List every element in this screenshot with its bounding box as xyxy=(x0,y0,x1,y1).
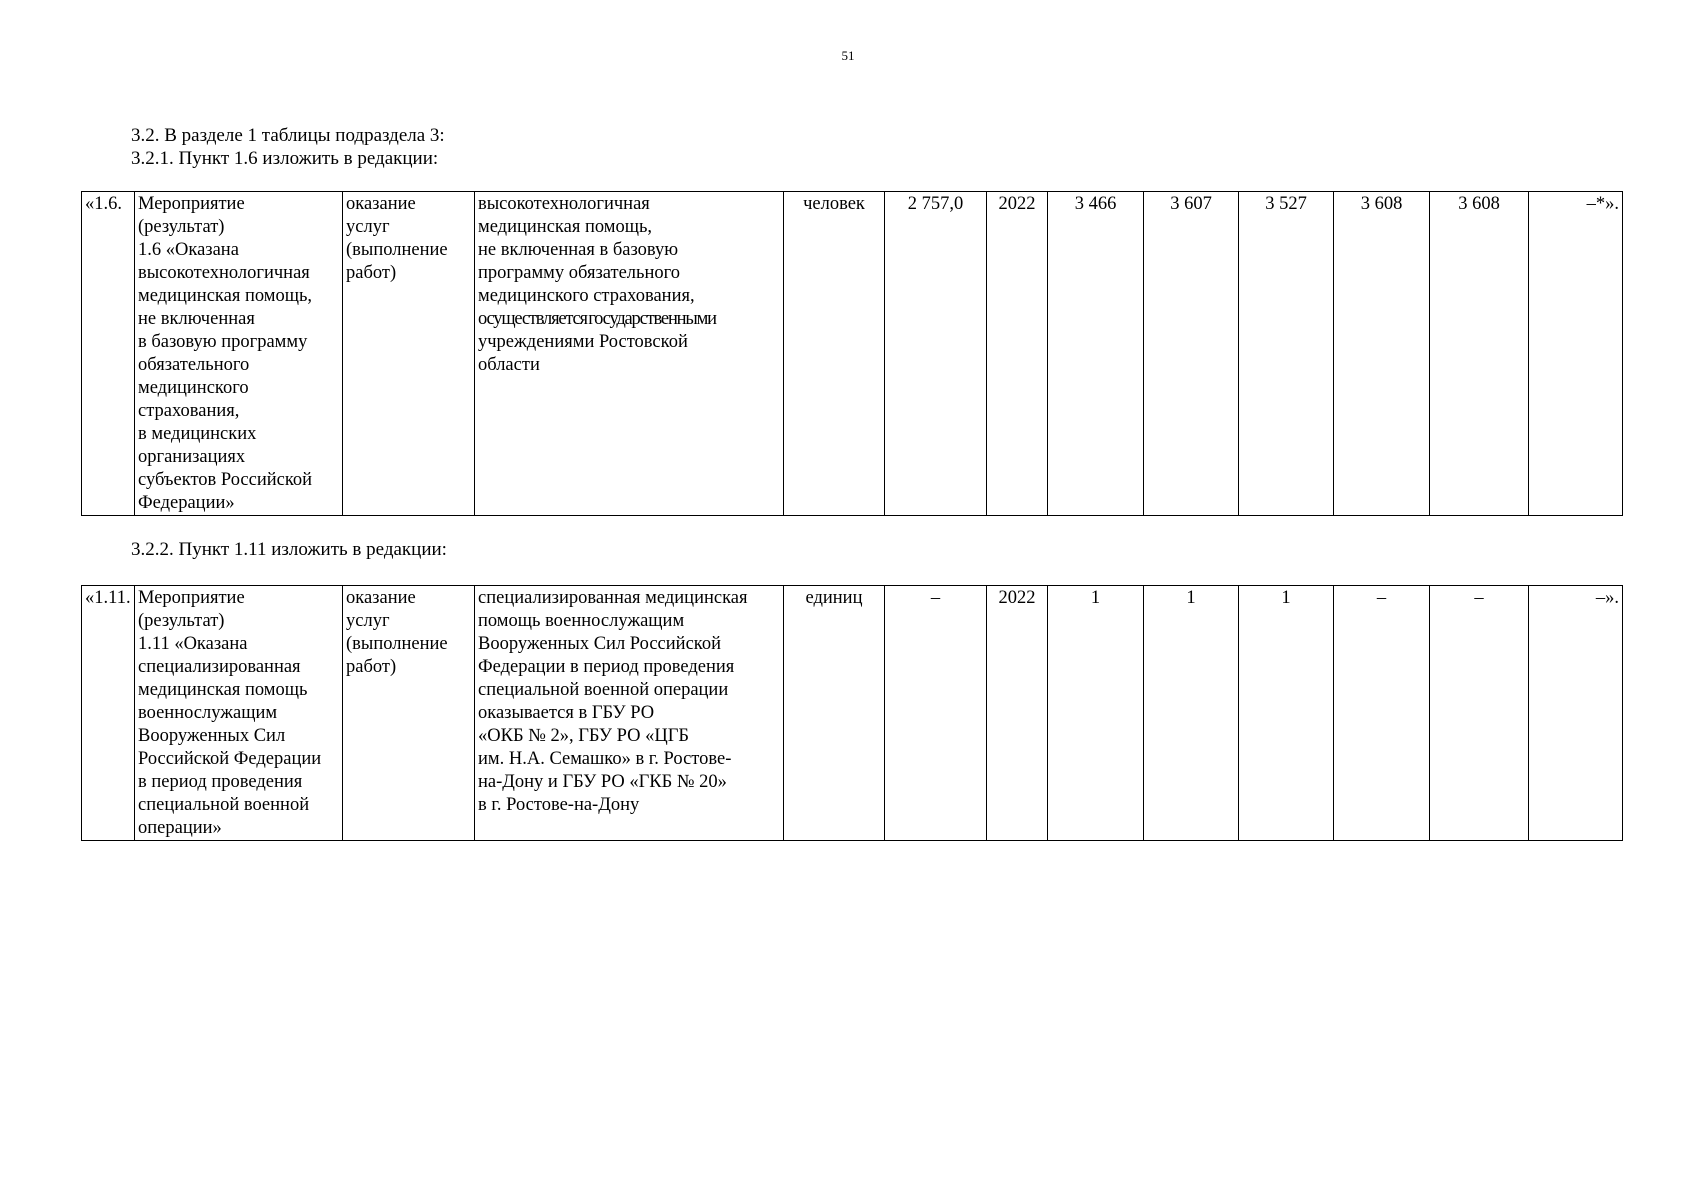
unit-of-measure: человек xyxy=(784,192,885,516)
unit-of-measure: единиц xyxy=(784,586,885,841)
subsection-1-heading: 3.2.1. Пункт 1.6 изложить в редакции: xyxy=(131,148,439,169)
value-cell: 3 527 xyxy=(1239,192,1334,516)
item-name: Мероприятие (результат) 1.11 «Оказана специализированная медицинская помощь военнослужащим Вооруженных Сил Российской Федерации в период проведения специальной военной операции» xyxy=(135,586,343,841)
base-value: 2 757,0 xyxy=(885,192,987,516)
end-mark: –». xyxy=(1529,586,1623,841)
value-cell: 3 608 xyxy=(1334,192,1430,516)
item-number: «1.11. xyxy=(82,586,135,841)
value-cell: 1 xyxy=(1239,586,1334,841)
section-intro-line: 3.2. В разделе 1 таблицы подраздела 3: xyxy=(131,125,445,146)
value-cell: 1 xyxy=(1048,586,1144,841)
item-description: специализированная медицинская помощь военнослужащим Вооруженных Сил Российской Федерации в период проведения специальной военной операции оказывается в ГБУ РО «ОКБ № 2», ГБУ РО «ЦГБ им. Н.А. Семашко» в г. Ростове- на-Дону и ГБУ РО «ГКБ № 20» в г. Ростове-на-Дону xyxy=(475,586,784,841)
item-number: «1.6. xyxy=(82,192,135,516)
item-name: Мероприятие (результат) 1.6 «Оказана высокотехнологичная медицинская помощь, не включенная в базовую программу обязательного медицинского страхования, в медицинских организациях субъектов Российской Федерации» xyxy=(135,192,343,516)
value-cell: – xyxy=(1334,586,1430,841)
description-text-condensed: осуществляется государственными xyxy=(478,309,716,329)
end-mark: –*». xyxy=(1529,192,1623,516)
table-row xyxy=(82,192,1623,516)
item-1-11-table xyxy=(81,585,1623,841)
item-1-6-table xyxy=(81,191,1623,516)
value-cell: – xyxy=(1430,586,1529,841)
page-number: 51 xyxy=(841,48,855,63)
value-cell: 1 xyxy=(1144,586,1239,841)
item-type: оказание услуг (выполнение работ) xyxy=(343,192,475,516)
base-value: – xyxy=(885,586,987,841)
value-cell: 3 607 xyxy=(1144,192,1239,516)
description-text: учреждениями Ростовской области xyxy=(478,332,688,375)
description-text: высокотехнологичная медицинская помощь, не включенная в базовую программу обязательного медицинского страхования, xyxy=(478,194,695,306)
table-row xyxy=(82,586,1623,841)
value-cell: 3 608 xyxy=(1430,192,1529,516)
item-description xyxy=(475,192,784,516)
base-year: 2022 xyxy=(987,192,1048,516)
subsection-2-heading: 3.2.2. Пункт 1.11 изложить в редакции: xyxy=(131,539,447,560)
base-year: 2022 xyxy=(987,586,1048,841)
value-cell: 3 466 xyxy=(1048,192,1144,516)
item-type: оказание услуг (выполнение работ) xyxy=(343,586,475,841)
